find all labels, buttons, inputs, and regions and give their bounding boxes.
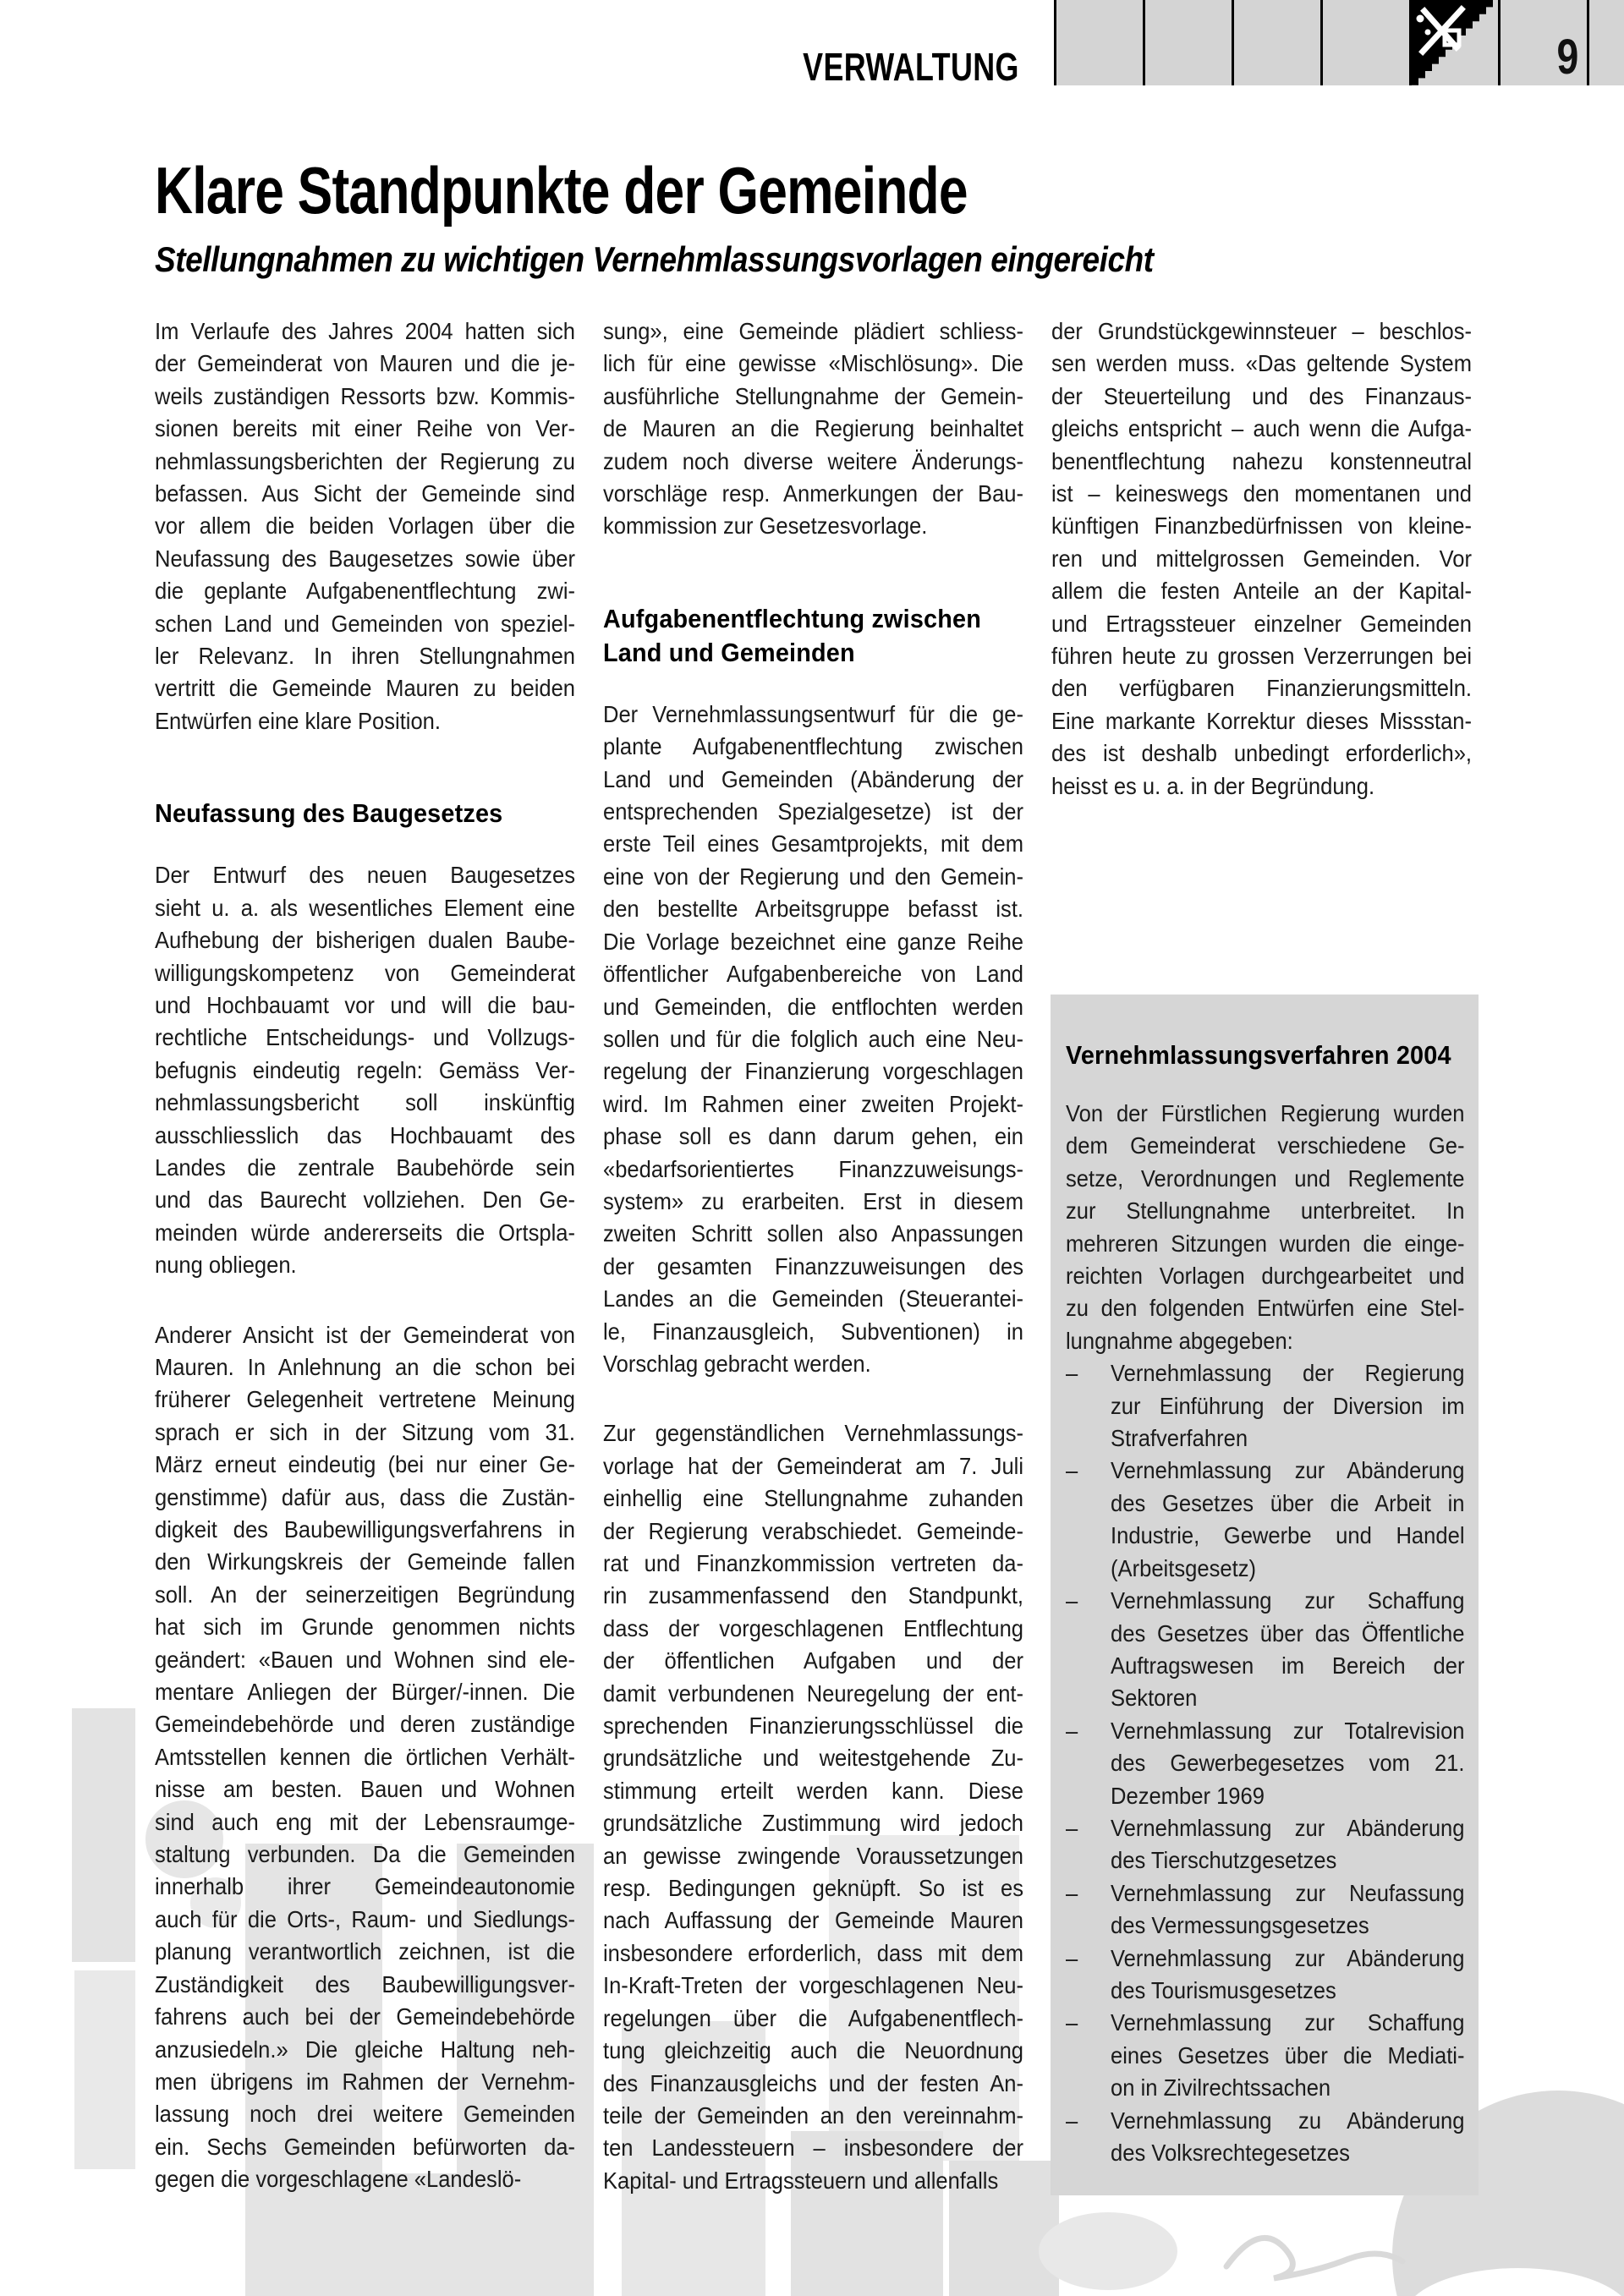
body-paragraph: [603, 699, 1023, 1381]
text-line: Mauren. In Anlehnung an die schon bei: [155, 1353, 576, 1380]
bullet-dash: –: [1066, 1717, 1078, 1744]
text-line: des Finanzausgleichs und der festen An-: [603, 2069, 1024, 2096]
text-line: system» zu erarbeiten. Erst in diesem: [603, 1187, 1024, 1214]
body-paragraph: [603, 1417, 1023, 2197]
header-grid-cell: [1054, 0, 1143, 85]
article-title-text: Klare Standpunkte der Gemeinde: [155, 153, 968, 227]
text-line: erste Teil eines Gesamtprojekts, mit dem: [603, 830, 1024, 858]
text-line: schen Land und Gemeinden von speziel-: [155, 610, 576, 637]
text-line: der gesamten Finanzzuweisungen des: [603, 1252, 1024, 1280]
scissors-logo-icon: [1412, 0, 1498, 85]
text-line: und das Baurecht vollziehen. Den Ge-: [155, 1186, 576, 1214]
text-line: sprach er sich in der Sitzung vom 31.: [155, 1418, 576, 1445]
text-line: und Ertragssteuer einzelner Gemeinden: [1051, 610, 1473, 637]
text-line: Strafverfahren: [1111, 1425, 1248, 1452]
info-box-list-item: [1066, 1357, 1465, 1455]
text-line: nehmlassungsbericht soll inskünftig: [155, 1089, 576, 1116]
text-line: Neufassung des Baugesetzes sowie über: [155, 545, 576, 572]
text-line: gleichs entspricht – auch wenn die Aufga-: [1051, 415, 1473, 442]
text-line: digkeit des Baubewilligungsverfahrens in: [155, 1516, 576, 1543]
text-line: reichten Vorlagen durchgearbeitet und: [1066, 1263, 1465, 1290]
text-line: gegen die vorgeschlagene «Landeslö-: [155, 2166, 522, 2193]
text-column-2: [603, 315, 1023, 2197]
text-line: kommission zur Gesetzesvorlage.: [603, 512, 928, 540]
text-line: Zuständigkeit des Baubewilligungsver-: [155, 1970, 576, 1997]
text-line: den Wirkungskreis der Gemeinde fallen: [155, 1548, 576, 1575]
text-line: zur Stellungnahme unterbreitet. In: [1066, 1197, 1465, 1225]
body-paragraph: [603, 315, 1023, 543]
text-line: men übrigens im Rahmen der Vernehm-: [155, 2068, 576, 2095]
text-line: Vorschlag gebracht werden.: [603, 1350, 871, 1377]
text-line: sung», eine Gemeinde plädiert schliess-: [603, 318, 1024, 344]
text-line: sprechenden Finanzierungsschlüssel die: [603, 1712, 1024, 1740]
text-line: Die Vorlage bezeichnet eine ganze Reihe: [603, 928, 1024, 955]
body-paragraph: [155, 315, 575, 737]
text-line: tung gleichzeitig auch die Neuordnung: [603, 2037, 1024, 2064]
text-line: soll. An der seinerzeitigen Begründung: [155, 1581, 576, 1608]
text-line: benentflechtung nahezu konstenneutral: [1051, 447, 1473, 474]
text-line: rat und Finanzkommission vertreten da-: [603, 1550, 1024, 1576]
text-line: setze, Verordnungen und Reglemente: [1066, 1164, 1465, 1192]
text-line: innerhalb ihrer Gemeindeautonomie: [155, 1873, 576, 1900]
text-line: Vernehmlassung zur Schaffung: [1111, 1587, 1465, 1614]
text-line: die geplante Aufgabenentflechtung zwi-: [155, 578, 576, 605]
text-line: lich für eine gewisse «Mischlösung». Die: [603, 350, 1024, 377]
text-line: sen werden muss. «Das geltende System: [1051, 350, 1473, 377]
info-box-content: [1066, 1040, 1465, 2169]
text-line: der Steuerteilung und des Finanzaus-: [1051, 382, 1473, 409]
list-item-text: [1111, 1455, 1465, 1585]
body-paragraph: [1051, 315, 1472, 803]
list-item-text: [1111, 2007, 1465, 2104]
text-line: öffentlicher Aufgabenbereiche von Land: [603, 961, 1024, 988]
text-line: Entwürfen eine klare Position.: [155, 707, 441, 734]
text-line: willigungskompetenz von Gemeinderat: [155, 959, 576, 986]
page-number-cell: [1498, 0, 1587, 85]
page-number: 9: [1556, 30, 1578, 85]
text-line: ler Relevanz. In ihren Stellungnahmen: [155, 643, 576, 670]
article-subtitle: [155, 239, 1290, 279]
list-item-text: [1111, 1943, 1465, 2008]
body-paragraph: [155, 1319, 575, 2196]
text-line: allem die festen Anteile an der Kapital-: [1051, 578, 1473, 605]
bullet-dash: –: [1066, 2107, 1078, 2134]
article-title: [155, 153, 1171, 227]
text-line: staltung verbunden. Da die Gemeinden: [155, 1841, 576, 1868]
text-line: sollen und für die folglich auch eine Neu-: [603, 1025, 1024, 1052]
info-box-list-item: [1066, 1455, 1465, 1585]
text-line: des Tourismusgesetzes: [1111, 1976, 1336, 2003]
text-line: stimmung erteilt werden kann. Diese: [603, 1777, 1024, 1804]
text-line: Vernehmlassung der Regierung: [1111, 1360, 1465, 1387]
info-box-list-item: [1066, 1585, 1465, 1715]
bullet-dash: –: [1066, 2009, 1078, 2036]
text-line: vorlage hat der Gemeinderat am 7. Juli: [603, 1452, 1024, 1479]
info-box-list-item: [1066, 2007, 1465, 2104]
text-line: Aufhebung der bisherigen dualen Baube-: [155, 927, 576, 954]
text-line: lassung noch drei weitere Gemeinden: [155, 2101, 576, 2128]
article-subtitle-text: Stellungnahmen zu wichtigen Vernehmlassungsvorlagen eingereicht: [155, 239, 1154, 279]
bullet-dash: –: [1066, 1944, 1078, 1971]
text-line: März erneut eindeutig (bei nur einer Ge-: [155, 1451, 576, 1478]
text-line: resp. Bedingungen geknüpft. So ist es: [603, 1875, 1024, 1902]
text-line: dass der vorgeschlagenen Entflechtung: [603, 1614, 1024, 1641]
text-line: genstimme) dafür aus, dass die Zustän-: [155, 1483, 576, 1510]
text-line: regelung der Finanzierung vorgeschlagen: [603, 1058, 1024, 1085]
section-header-label: VERWALTUNG: [803, 45, 1019, 89]
heading-line: Aufgabenentflechtung zwischen: [603, 603, 981, 633]
text-line: der Gemeinderat von Mauren und die je-: [155, 350, 576, 377]
info-box-list-item: [1066, 1877, 1465, 1943]
bullet-dash: –: [1066, 1457, 1078, 1484]
text-line: vor allem die beiden Vorlagen über die: [155, 512, 576, 540]
text-line: Vernehmlassung zur Totalrevision: [1111, 1717, 1465, 1744]
list-item-text: [1111, 1357, 1465, 1455]
text-line: Der Vernehmlassungsentwurf für die ge-: [603, 700, 1024, 727]
text-line: Dezember 1969: [1111, 1782, 1265, 1809]
info-box-list: [1066, 1357, 1465, 2169]
text-line: grundsätzliche und weitestgehende Zu-: [603, 1745, 1024, 1772]
list-item-text: [1111, 1877, 1465, 1943]
text-line: nisse am besten. Bauen und Wohnen: [155, 1776, 576, 1803]
text-line: Landes an die Gemeinden (Steuerantei-: [603, 1285, 1024, 1312]
header-grid-cell: [1143, 0, 1232, 85]
text-line: des Volksrechtegesetzes: [1111, 2140, 1350, 2166]
text-line: geändert: «Bauen und Wohnen sind ele-: [155, 1646, 576, 1673]
body-paragraph: [155, 859, 575, 1281]
text-line: Der Entwurf des neuen Baugesetzes: [155, 862, 576, 889]
bullet-dash: –: [1066, 1587, 1078, 1614]
bullet-dash: –: [1066, 1814, 1078, 1841]
text-line: künftigen Finanzbedürfnissen von kleine-: [1051, 512, 1473, 540]
list-item-text: [1111, 2105, 1465, 2170]
text-line: und Hochbauamt vor und will die bau-: [155, 991, 576, 1018]
text-line: Gemeindebehörde und deren zuständige: [155, 1711, 576, 1738]
text-line: fahrens auch bei der Gemeindebehörde: [155, 2003, 576, 2030]
info-box-list-item: [1066, 1812, 1465, 1877]
text-line: führen heute zu grossen Verzerrungen bei: [1051, 643, 1473, 670]
text-line: der Regierung verabschiedet. Gemeinde-: [603, 1517, 1024, 1544]
text-line: Sektoren: [1111, 1685, 1198, 1712]
info-box-list-item: [1066, 1943, 1465, 2008]
text-line: auch für die Orts-, Raum- und Siedlungs-: [155, 1905, 576, 1932]
text-line: teile der Gemeinden an den vereinnahm-: [603, 2101, 1024, 2129]
text-line: meinden würde andererseits die Ortspla-: [155, 1219, 576, 1246]
text-line: befugnis eindeutig regeln: Gemäss Ver-: [155, 1056, 576, 1083]
text-line: In-Kraft-Treten der vorgeschlagenen Neu-: [603, 1972, 1024, 1999]
text-line: rechtliche Entscheidungs- und Vollzugs-: [155, 1024, 576, 1051]
text-line: on in Zivilrechtssachen: [1111, 2074, 1331, 2101]
text-line: sind auch eng mit der Lebensraumge-: [155, 1808, 576, 1835]
bullet-dash: –: [1066, 1360, 1078, 1387]
text-line: Kapital- und Ertragssteuern und allenfalls: [603, 2167, 999, 2194]
text-column-1: [155, 315, 575, 2196]
text-line: zu den folgenden Entwürfen eine Stel-: [1066, 1295, 1465, 1322]
text-line: nach Auffassung der Gemeinde Mauren: [603, 1907, 1024, 1934]
text-line: entsprechenden Spezialgesetze) ist der: [603, 798, 1024, 825]
text-line: Vernehmlassung zu Abänderung: [1111, 2107, 1465, 2134]
text-line: ein. Sechs Gemeinden befürworten da-: [155, 2133, 576, 2160]
text-line: damit verbundenen Neuregelung der ent-: [603, 1680, 1024, 1707]
text-line: sieht u. a. als wesentliches Element eine: [155, 894, 576, 921]
text-line: Landes die zentrale Baubehörde sein: [155, 1153, 576, 1181]
text-line: den bestellte Arbeitsgruppe befasst ist.: [603, 896, 1024, 923]
header-grid-cell: [1587, 0, 1624, 85]
text-line: eines Gesetzes über die Mediati-: [1111, 2041, 1465, 2069]
text-line: plante Aufgabenentflechtung zwischen: [603, 733, 1024, 760]
text-line: insbesondere erforderlich, dass mit dem: [603, 1939, 1024, 1966]
text-line: Vernehmlassung zur Abänderung: [1111, 1814, 1465, 1841]
text-line: mehreren Sitzungen wurden die einge-: [1066, 1230, 1465, 1257]
text-line: einhellig eine Stellungnahme zuhanden: [603, 1485, 1024, 1512]
text-line: des Gesetzes über das Öffentliche: [1111, 1619, 1465, 1647]
text-line: Vernehmlassung zur Abänderung: [1111, 1457, 1465, 1484]
heading-line: Land und Gemeinden: [603, 637, 855, 667]
text-line: der öffentlichen Aufgaben und der: [603, 1647, 1024, 1674]
text-line: Vernehmlassung zur Neufassung: [1111, 1879, 1465, 1906]
text-line: ten Landessteuern – insbesondere der: [603, 2134, 1024, 2162]
text-line: und Gemeinden, die entflochten werden: [603, 993, 1024, 1020]
text-line: vorschläge resp. Anmerkungen der Bau-: [603, 480, 1024, 507]
text-line: ausführliche Stellungnahme der Gemein-: [603, 382, 1024, 409]
text-line: des Vermessungsgesetzes: [1111, 1912, 1369, 1939]
text-line: des Gesetzes über die Arbeit in: [1111, 1489, 1465, 1516]
header-grid-cell: [1232, 0, 1320, 85]
text-line: grundsätzliche Zustimmung wird jedoch: [603, 1810, 1024, 1837]
text-line: Vernehmlassung zur Abänderung: [1111, 1944, 1465, 1971]
list-item-text: [1111, 1812, 1465, 1877]
header-grid-cell: [1320, 0, 1409, 85]
text-line: befassen. Aus Sicht der Gemeinde sind: [155, 480, 576, 507]
text-line: des Tierschutzgesetzes: [1111, 1847, 1337, 1874]
text-line: nehmlassungsberichten der Regierung zu: [155, 447, 576, 474]
text-line: der Grundstückgewinnsteuer – beschlos-: [1051, 318, 1473, 344]
text-line: (Arbeitsgesetz): [1111, 1554, 1257, 1581]
text-line: dem Gemeinderat verschiedene Ge-: [1066, 1132, 1465, 1159]
text-line: Zur gegenständlichen Vernehmlassungs-: [603, 1420, 1024, 1447]
text-line: Im Verlaufe des Jahres 2004 hatten sich: [155, 318, 576, 344]
heading-line: Neufassung des Baugesetzes: [155, 798, 503, 829]
text-line: ren und mittelgrossen Gemeinden. Vor: [1051, 545, 1473, 572]
text-line: anzusiedeln.» Die gleiche Haltung neh-: [155, 2036, 576, 2063]
text-line: des Gewerbegesetzes vom 21.: [1111, 1750, 1465, 1777]
text-line: weils zuständigen Ressorts bzw. Kommis-: [155, 382, 576, 409]
header-logo-cell: [1409, 0, 1498, 85]
text-line: Industrie, Gewerbe und Handel: [1111, 1522, 1465, 1549]
text-line: nung obliegen.: [155, 1252, 297, 1279]
text-line: sionen bereits mit einer Reihe von Ver-: [155, 415, 576, 442]
text-line: hat sich im Grunde genommen nichts: [155, 1614, 576, 1641]
list-item-text: [1111, 1585, 1465, 1715]
info-box-title: Vernehmlassungsverfahren 2004: [1066, 1040, 1451, 1070]
text-line: Eine markante Korrektur dieses Missstan-: [1051, 707, 1473, 734]
text-line: den verfügbaren Finanzierungsmitteln.: [1051, 675, 1473, 702]
text-line: früherer Gelegenheit vertretene Meinung: [155, 1386, 576, 1413]
text-line: Vernehmlassung zur Schaffung: [1111, 2009, 1465, 2036]
header-grid: [1054, 0, 1624, 85]
text-line: zur Einführung der Diversion im: [1111, 1392, 1465, 1419]
info-box-list-item: [1066, 1715, 1465, 1812]
text-line: Amtsstellen kennen die örtlichen Verhält-: [155, 1743, 576, 1770]
text-line: le, Finanzausgleich, Subventionen) in: [603, 1318, 1024, 1345]
text-line: planung verantwortlich zeichnen, ist die: [155, 1938, 576, 1965]
text-line: Von der Fürstlichen Regierung wurden: [1066, 1100, 1465, 1126]
text-line: lungnahme abgegeben:: [1066, 1327, 1293, 1354]
text-line: phase soll es dann darum gehen, ein: [603, 1123, 1024, 1150]
text-line: heisst es u. a. in der Begründung.: [1051, 772, 1375, 799]
column-heading: [155, 797, 575, 830]
column-heading: [603, 602, 1023, 670]
text-line: «bedarfsorientiertes Finanzzuweisungs-: [603, 1155, 1024, 1182]
text-line: vertritt die Gemeinde Mauren zu beiden: [155, 675, 576, 702]
text-line: an gewisse zwingende Voraussetzungen: [603, 1842, 1024, 1869]
text-line: zweiten Schritt sollen also Anpassungen: [603, 1220, 1024, 1247]
text-line: ist – keineswegs den momentanen und: [1051, 480, 1473, 507]
list-item-text: [1111, 1715, 1465, 1812]
text-line: rin zusammenfassend den Standpunkt,: [603, 1582, 1024, 1609]
text-line: zudem noch diverse weitere Änderungs-: [603, 447, 1024, 474]
bullet-dash: –: [1066, 1879, 1078, 1906]
text-line: Land und Gemeinden (Abänderung der: [603, 765, 1024, 792]
info-box-intro: [1066, 1098, 1465, 1357]
info-box-list-item: [1066, 2105, 1465, 2170]
text-line: Auftragswesen im Bereich der: [1111, 1652, 1465, 1679]
text-line: regelungen über die Aufgabenentflech-: [603, 2004, 1024, 2031]
text-line: de Mauren an die Regierung beinhaltet: [603, 415, 1024, 442]
text-line: ausschliesslich das Hochbauamt des: [155, 1121, 576, 1148]
text-line: eine von der Regierung und den Gemein-: [603, 863, 1024, 890]
text-line: mentare Anliegen der Bürger/-innen. Die: [155, 1679, 576, 1706]
text-line: des ist deshalb unbedingt erforderlich»,: [1051, 740, 1473, 767]
text-column-3: [1051, 315, 1472, 803]
info-box: [1051, 995, 1479, 2195]
text-line: Anderer Ansicht ist der Gemeinderat von: [155, 1321, 576, 1348]
text-line: wird. Im Rahmen einer zweiten Projekt-: [603, 1090, 1024, 1117]
